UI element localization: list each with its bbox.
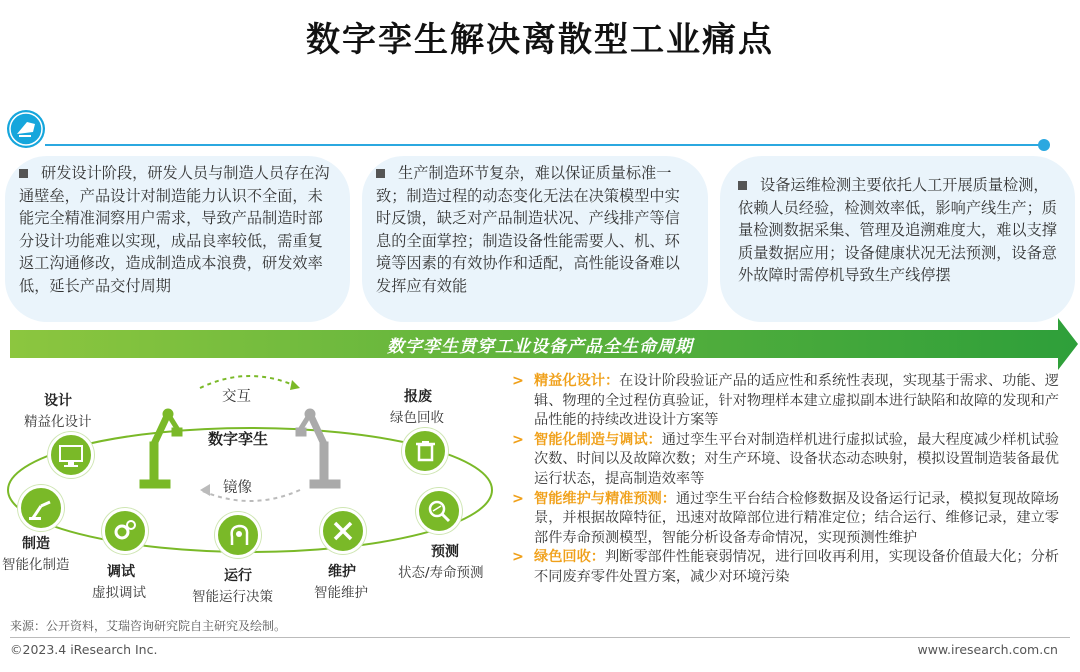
lifecycle-banner-text: 数字孪生贯穿工业设备产品全生命周期 xyxy=(387,337,693,357)
copyright: ©2023.4 iResearch Inc. xyxy=(10,642,158,657)
chevron-right-icon: > xyxy=(512,549,524,566)
pain-point-panel-maintenance xyxy=(720,156,1075,322)
node-label-operate: 运行 xyxy=(224,568,252,584)
node-desc-manufacture: 智能化制造 xyxy=(2,557,70,573)
benefit-title: 智能化制造与调试： xyxy=(534,431,662,448)
node-label-maintain: 维护 xyxy=(328,564,356,580)
node-label-manufacture: 制造 xyxy=(22,536,50,552)
pain-point-text: 生产制造环节复杂，难以保证质量标准一致；制造过程的动态变化无法在决策模型中实时反馈，缺乏对产品制造状况、产线排产等信息的全面掌控；制造设备性能需要人、机、环境等因素的有效协作和适配，高性能设备难以发挥应有效能 xyxy=(376,164,680,295)
pain-point-panel-design xyxy=(5,156,350,322)
website-url: www.iresearch.com.cn xyxy=(917,642,1058,657)
robot-arm-physical-icon xyxy=(140,409,182,488)
node-desc-predict: 状态/寿命预测 xyxy=(398,565,484,581)
header-divider xyxy=(45,144,1045,146)
node-desc-maintain: 智能维护 xyxy=(314,585,368,601)
gears-icon xyxy=(102,508,148,554)
node-label-scrap: 报废 xyxy=(404,389,432,405)
benefit-title: 绿色回收： xyxy=(534,549,605,566)
robot-arm-virtual-icon xyxy=(296,409,340,488)
benefits-list xyxy=(512,372,1064,588)
header-divider-end-dot xyxy=(1038,139,1050,151)
logo-badge-icon xyxy=(7,110,45,148)
benefit-item xyxy=(512,372,1064,431)
benefit-title: 精益化设计： xyxy=(534,373,620,389)
chevron-right-icon: > xyxy=(512,373,524,389)
benefit-item xyxy=(512,490,1064,549)
chevron-right-icon: > xyxy=(512,490,524,507)
footer-divider xyxy=(10,637,1070,638)
benefit-text: 通过孪生平台结合检修数据及设备运行记录，模拟复现故障场景，并根据故障特征，迅速对故障部位进行精准定位；结合运行、维修记录，建立零部件寿命预测模型，智能分析设备寿命情况，实现预测性维护 xyxy=(534,490,1059,546)
pain-point-text: 研发设计阶段，研发人员与制造人员存在沟通壁垒，产品设计对制造能力认识不全面，未能完全精准洞察用户需求，导致产品制造时部分设计功能难以实现，成品良率较低，需重复返工沟通修改，造成制造成本浪费，研发效率低，延长产品交付周期 xyxy=(19,164,330,295)
robot-arm-icon xyxy=(18,485,64,531)
monitor-icon xyxy=(48,432,94,478)
node-desc-debug: 虚拟调试 xyxy=(92,585,146,601)
benefit-item xyxy=(512,548,1064,587)
bullet-icon xyxy=(738,181,747,190)
benefit-title: 智能维护与精准预测： xyxy=(534,490,676,507)
cycle-center-label: 数字孪生 xyxy=(208,430,269,448)
pain-point-panel-manufacturing xyxy=(362,156,708,322)
node-label-predict: 预测 xyxy=(431,544,459,560)
node-desc-operate: 智能运行决策 xyxy=(192,589,273,605)
page-title: 数字孪生解决离散型工业痛点 xyxy=(306,20,774,60)
analytics-icon xyxy=(416,488,462,534)
source-note: 来源：公开资料，艾瑞咨询研究院自主研究及绘制。 xyxy=(10,619,287,633)
benefit-text: 判断零部件性能衰弱情况，进行回收再利用，实现设备价值最大化；分析不同废弃零件处置方案，减少对环境污染 xyxy=(534,549,1059,585)
bullet-icon xyxy=(376,169,385,178)
cycle-top-arrow-label: 交互 xyxy=(222,389,251,405)
cycle-bottom-arrow-label: 镜像 xyxy=(223,480,252,496)
chevron-right-icon: > xyxy=(512,431,524,448)
node-desc-scrap: 绿色回收 xyxy=(390,410,444,426)
pain-point-text: 设备运维检测主要依托人工开展质量检测，依赖人员经验，检测效率低，影响产线生产；质量检测数据采集、管理及追溯难度大，难以支撑质量数据应用；设备健康状况无法预测，设备意外故障时需停机导致生产线停摆 xyxy=(738,176,1057,285)
tools-icon xyxy=(320,508,366,554)
benefit-text: 通过孪生平台对制造样机进行虚拟试验，最大程度减少样机试验次数、时间以及故障次数；对生产环境、设备状态动态映射，模拟设置制造装备最优运行状态，提高制造效率等 xyxy=(534,431,1059,487)
brain-icon xyxy=(215,512,261,558)
bullet-icon xyxy=(19,169,28,178)
benefit-item xyxy=(512,431,1064,490)
node-desc-design: 精益化设计 xyxy=(24,414,92,430)
node-label-design: 设计 xyxy=(44,393,72,409)
trash-icon xyxy=(402,428,448,474)
benefit-text: 在设计阶段验证产品的适应性和系统性表现，实现基于需求、功能、逻辑、物理的全过程仿真验证，针对物理样本建立虚拟副本进行缺陷和故障的发现和产品性能的持续改进设计方案等 xyxy=(534,373,1059,429)
node-label-debug: 调试 xyxy=(107,564,135,580)
